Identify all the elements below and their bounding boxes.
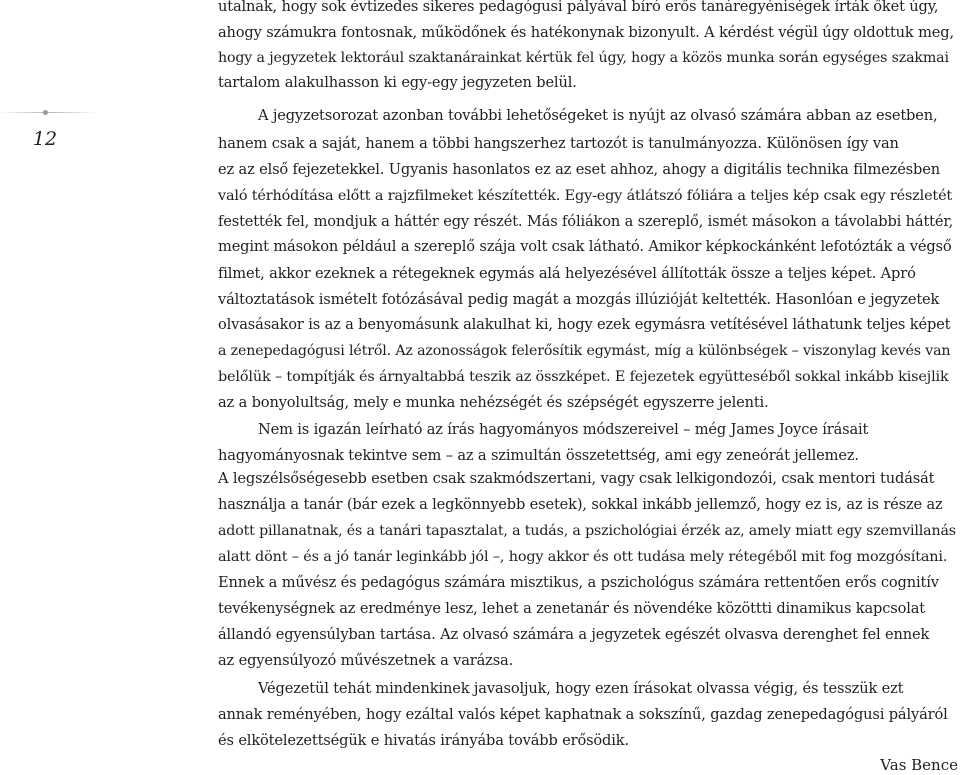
text-line: az egyensúlyozó művészetnek a varázsa. bbox=[218, 652, 514, 669]
text-line: olvasásakor is az a benyomásunk alakulhat ki, hogy ezek egymásra vetítésével láthatunk teljes képet bbox=[218, 316, 951, 333]
text-line: hogy a jegyzetek lektorául szaktanárainkat kértük fel úgy, hogy a közös munka során egységes szakmai bbox=[218, 50, 949, 66]
text-line: festették fel, mondjuk a háttér egy részét. Más fóliákon a szereplő, ismét másokon a távolabbi háttér, bbox=[218, 213, 954, 230]
text-line: hanem csak a saját, hanem a többi hangszerhez tartozót is tanulmányozza. Különösen így van bbox=[218, 135, 899, 152]
text-line: hagyományosnak tekintve sem – az a szimultán összetettség, ami egy zeneórát jellemez. bbox=[218, 447, 859, 464]
text-line: ahogy számukra fontosnak, működőnek és hatékonynak bizonyult. A kérdést végül úgy oldottuk meg, bbox=[218, 24, 954, 41]
text-line: tartalom alakulhasson ki egy-egy jegyzeten belül. bbox=[218, 74, 577, 91]
text-line: való térhódítása előtt a rajzfilmeket készítették. Egy-egy átlátszó fóliára a teljes kép csak egy részletét bbox=[218, 188, 953, 204]
text-line: A jegyzetsorozat azonban további lehetőségeket is nyújt az olvasó számára abban az esetben, bbox=[258, 107, 938, 124]
page-number: 12 bbox=[32, 128, 58, 150]
text-line: változtatások ismételt fotózásával pedig magát a mozgás illúzióját keltették. Hasonlóan e jegyzetek bbox=[218, 291, 940, 308]
text-line: adott pillanatnak, és a tanári tapasztalat, a tudás, a pszichológiai érzék az, amely miatt egy szemvillanás bbox=[218, 523, 956, 539]
text-line: belőlük – tompítják és árnyaltabbá teszik az összképet. E fejezetek együtteséből sokkal inkább kisejlik bbox=[218, 369, 949, 385]
text-line: ez az első fejezetekkel. Ugyanis hasonlatos ez az eset ahhoz, ahogy a digitális technika filmezésben bbox=[218, 161, 940, 178]
text-line: a zenepedagógusi létről. Az azonosságok felerősítik egymást, míg a különbségek – viszonylag kevés van bbox=[218, 343, 951, 359]
text-line: állandó egyensúlyban tartása. Az olvasó számára a jegyzetek egészét olvasva derenghet fel ennek bbox=[218, 626, 930, 643]
text-line: az a bonyolultság, mely e munka nehézségét és szépségét egyszerre jelenti. bbox=[218, 394, 769, 411]
text-line: A legszélsőségesebb esetben csak szakmódszertani, vagy csak lelkigondozói, csak mentori tudását bbox=[218, 470, 935, 487]
text-line: tevékenységnek az eredménye lesz, lehet a zenetanár és növendéke közöttti dinamikus kapcsolat bbox=[218, 600, 926, 617]
text-line: alatt dönt – és a jó tanár leginkább jól –, hogy akkor és ott tudása mely rétegéből mit fog mozgósítani. bbox=[218, 549, 948, 565]
text-line: használja a tanár (bár ezek a legkönnyebb esetek), sokkal inkább jellemző, hogy ez is, az is része az bbox=[218, 496, 943, 513]
text-line: megint másokon például a szereplő szája volt csak látható. Amikor képkockánként lefotózták a végső bbox=[218, 238, 952, 255]
margin-ornament-dot bbox=[43, 110, 48, 115]
author-signature: Vas Bence bbox=[880, 756, 958, 774]
text-line: és elkötelezettségük e hivatás irányába tovább erősödik. bbox=[218, 732, 629, 749]
text-line: utalnak, hogy sok évtizedes sikeres pedagógusi pályával bíró erős tanáregyéniségek írták őket úgy, bbox=[218, 0, 939, 15]
text-line: annak reményében, hogy ezáltal valós képet kaphatnak a sokszínű, gazdag zenepedagógusi pályáról bbox=[218, 706, 948, 723]
text-line: Ennek a művész és pedagógus számára misztikus, a pszichológus számára rettentően erős cognitív bbox=[218, 574, 939, 591]
margin-ornament-rule bbox=[0, 112, 96, 113]
text-line: Nem is igazán leírható az írás hagyományos módszereivel – még James Joyce írásait bbox=[258, 421, 869, 438]
text-line: filmet, akkor ezeknek a rétegeknek egymás alá helyezésével állították össze a teljes képet. Apró bbox=[218, 265, 916, 282]
text-line: Végezetül tehát mindenkinek javasoljuk, hogy ezen írásokat olvassa végig, és tesszük ezt bbox=[258, 680, 904, 697]
